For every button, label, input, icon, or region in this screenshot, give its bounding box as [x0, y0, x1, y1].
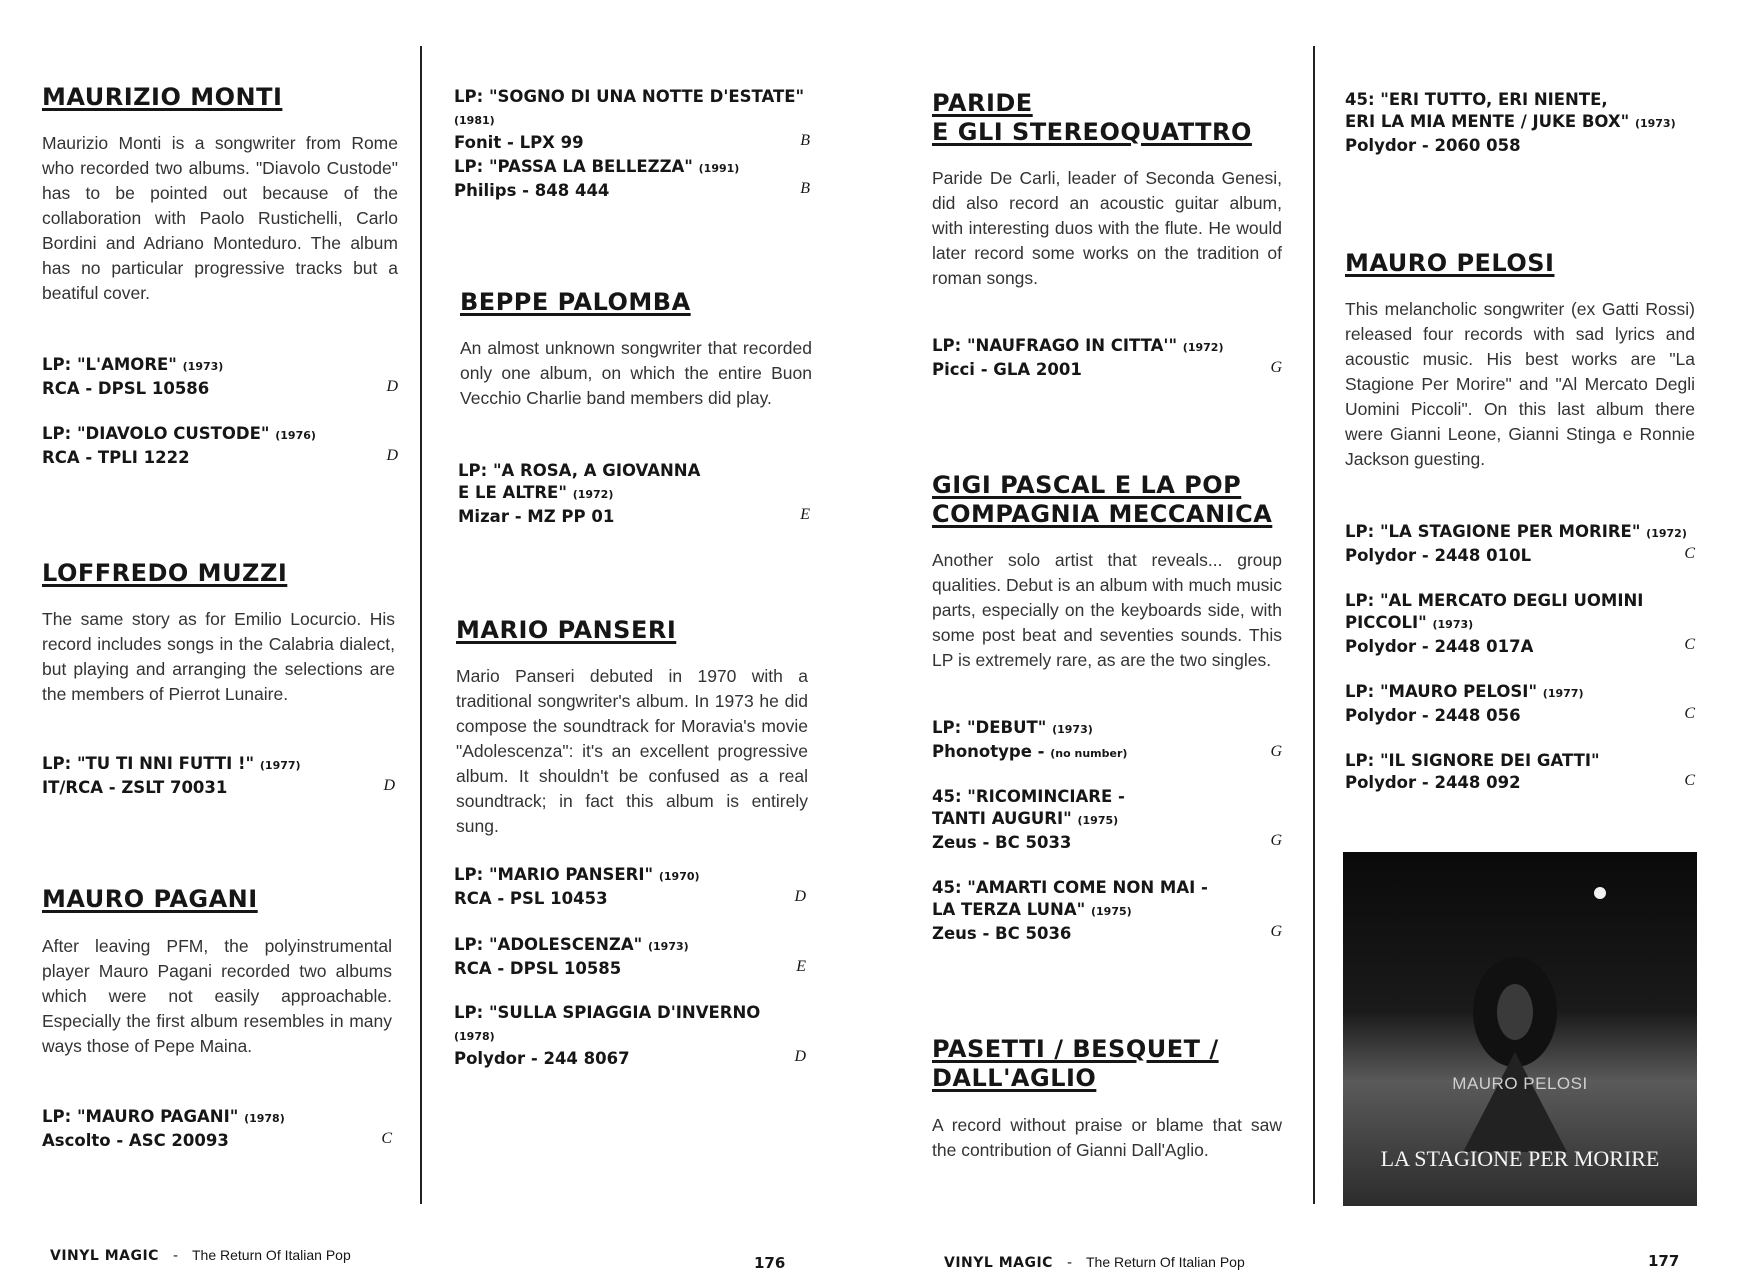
footer-subtitle: The Return Of Italian Pop — [192, 1247, 351, 1263]
artist-blurb: The same story as for Emilio Locurcio. His record includes songs in the Calabria dialect, but playing and arranging the selections are the members of Pierrot Lunaire. — [42, 609, 395, 704]
artist-blurb: An almost unknown songwriter that recorded only one album, on which the entire Buon Vecchio Charlie band members did play. — [460, 338, 812, 408]
record-note: (no number) — [1050, 747, 1128, 760]
artist-heading: BEPPE PALOMBA — [460, 288, 691, 316]
record-label: RCA - DPSL 10585 — [454, 959, 622, 978]
record-year: (1978) — [244, 1112, 285, 1125]
artist-blurb: This melancholic songwriter (ex Gatti Rossi) released four records with sad lyrics and acoustic music. His best works are "La Stagione Per Morire" and "Al Mercato Degli Uomini Piccoli". On this last album there were Gianni Leone, Gianni Stinga e Ronnie Jackson guesting. — [1345, 299, 1695, 469]
column-2 — [454, 0, 810, 1100]
column-3 — [932, 0, 1282, 1160]
record-entry — [932, 786, 1282, 854]
artist-heading: MAURO PELOSI — [1345, 249, 1555, 277]
record-label: Mizar - MZ PP 01 — [458, 507, 615, 526]
record-year: (1972) — [1182, 341, 1224, 354]
column-divider — [420, 46, 422, 1204]
record-title: LP: "AL MERCATO DEGLI UOMINI — [1345, 591, 1644, 610]
record-title: 45: "ERI TUTTO, ERI NIENTE, — [1345, 90, 1608, 109]
record-title: LP: "LA STAGIONE PER MORIRE" — [1345, 522, 1641, 541]
record-entry — [42, 354, 398, 400]
moon-icon — [1594, 887, 1606, 899]
record-label: RCA - PSL 10453 — [454, 889, 608, 908]
record-label: IT/RCA - ZSLT 70031 — [42, 778, 228, 797]
record-entry — [932, 877, 1282, 945]
record-year: (1973) — [647, 940, 689, 953]
artist-blurb: After leaving PFM, the polyinstrumental player Mauro Pagani recorded two albums which were not easily approachable. Especially the first album resembles in many ways those of Pepe Maina. — [42, 936, 392, 1056]
record-label: Polydor - 2060 058 — [1345, 136, 1521, 155]
record-entry — [1345, 750, 1695, 794]
record-grade: C — [1684, 636, 1695, 653]
cover-album-title: LA STAGIONE PER MORIRE — [1380, 1146, 1660, 1171]
record-label: Phonotype - — [932, 742, 1045, 761]
album-cover-image — [1343, 852, 1697, 1206]
record-label: Polydor - 2448 017A — [1345, 637, 1534, 656]
record-entry — [932, 335, 1282, 381]
artist-blurb: Mario Panseri debuted in 1970 with a traditional songwriter's album. In 1973 he did compose the soundtrack for Moravia's movie "Adolescenza": it's an excellent progressive album. It shouldn't be confused as a real soundtrack; in fact this album is entirely sung. — [456, 666, 808, 836]
record-year: (1977) — [259, 759, 301, 772]
record-title-cont: E LE ALTRE" — [458, 483, 567, 502]
footer-dash: - — [1066, 1255, 1072, 1271]
record-grade: C — [1684, 705, 1695, 722]
record-title-cont: ERI LA MIA MENTE / JUKE BOX" — [1345, 112, 1630, 131]
artist-heading: MAURIZIO MONTI — [42, 83, 283, 111]
record-grade: D — [794, 888, 806, 905]
page-number: 176 — [754, 1254, 786, 1272]
record-year: (1970) — [658, 870, 700, 883]
record-entry — [454, 156, 810, 202]
record-entry — [1345, 521, 1695, 567]
record-label: Fonit - LPX 99 — [454, 133, 584, 152]
artist-heading-cont: COMPAGNIA MECCANICA — [932, 500, 1273, 528]
record-entry — [1345, 590, 1695, 658]
record-year: (1975) — [1077, 814, 1119, 827]
artist-blurb: A record without praise or blame that saw the contribution of Gianni Dall'Aglio. — [932, 1115, 1282, 1160]
record-title: LP: "PASSA LA BELLEZZA" — [454, 157, 693, 176]
record-entry — [42, 423, 398, 469]
record-grade: G — [1270, 359, 1282, 376]
record-year: (1973) — [1052, 723, 1093, 736]
record-entry — [1345, 89, 1697, 157]
record-label: Polydor - 244 8067 — [454, 1049, 630, 1068]
artist-heading-cont: DALL'AGLIO — [932, 1064, 1097, 1092]
record-entry — [454, 864, 806, 910]
record-entry — [458, 460, 810, 528]
record-label: RCA - TPLI 1222 — [42, 448, 190, 467]
record-entry — [454, 934, 806, 980]
record-entry — [932, 717, 1282, 765]
record-entry — [454, 86, 810, 154]
footer-subtitle: The Return Of Italian Pop — [1086, 1254, 1245, 1270]
record-grade: D — [386, 378, 398, 395]
record-label: Polydor - 2448 092 — [1345, 773, 1521, 792]
record-title: LP: "A ROSA, A GIOVANNA — [458, 461, 701, 480]
record-year: (1977) — [1542, 687, 1584, 700]
record-grade: G — [1270, 743, 1282, 760]
record-year: (1976) — [275, 429, 316, 442]
page-number: 177 — [1648, 1252, 1680, 1270]
artist-heading: PASETTI / BESQUET / — [932, 1035, 1219, 1063]
record-title: LP: "L'AMORE" — [42, 355, 177, 374]
record-grade: C — [1684, 772, 1695, 789]
record-grade: G — [1270, 923, 1282, 940]
record-entry — [42, 753, 395, 799]
record-grade: D — [383, 777, 395, 794]
record-entry — [42, 1106, 392, 1152]
record-title: LP: "MAURO PAGANI" — [42, 1107, 239, 1126]
record-title: LP: "MAURO PELOSI" — [1345, 682, 1538, 701]
record-year: (1972) — [572, 488, 614, 501]
record-label: Zeus - BC 5036 — [932, 924, 1072, 943]
record-grade: G — [1270, 832, 1282, 849]
record-grade: D — [794, 1048, 806, 1065]
artist-blurb: Another solo artist that reveals... group qualities. Debut is an album with much music parts, especially on the keyboards side, with some post beat and seventies sounds. This LP is extremely rare, as are the two singles. — [932, 550, 1282, 670]
footer-brand: VINYL MAGIC — [50, 1248, 159, 1264]
record-title: LP: "SOGNO DI UNA NOTTE D'ESTATE" — [454, 87, 805, 106]
cover-artist: MAURO PELOSI — [1452, 1074, 1588, 1093]
record-year: (1991) — [698, 162, 740, 175]
record-label: RCA - DPSL 10586 — [42, 379, 210, 398]
record-title: LP: "TU TI NNI FUTTI !" — [42, 754, 255, 773]
footer-brand: VINYL MAGIC — [944, 1255, 1053, 1271]
record-grade: C — [381, 1130, 392, 1147]
record-title: LP: "NAUFRAGO IN CITTA'" — [932, 336, 1178, 355]
record-grade: D — [386, 447, 398, 464]
footer-left — [50, 1247, 351, 1264]
artist-blurb: Paride De Carli, leader of Seconda Genesi, did also record an acoustic guitar album, with interesting duos with the flute. He would later record some works on the tradition of roman songs. — [932, 168, 1282, 288]
record-title: 45: "AMARTI COME NON MAI - — [932, 878, 1208, 897]
record-label: Polydor - 2448 010L — [1345, 546, 1532, 565]
record-grade: E — [800, 506, 810, 523]
artist-heading: LOFFREDO MUZZI — [42, 559, 288, 587]
footer-right — [944, 1254, 1245, 1271]
record-title: LP: "SULLA SPIAGGIA D'INVERNO — [454, 1003, 761, 1022]
record-label: Ascolto - ASC 20093 — [42, 1131, 229, 1150]
record-label: Polydor - 2448 056 — [1345, 706, 1521, 725]
record-title: LP: "MARIO PANSERI" — [454, 865, 654, 884]
artist-heading-cont: E GLI STEREOQUATTRO — [932, 118, 1252, 146]
record-year: (1978) — [454, 1030, 495, 1043]
record-year: (1973) — [1432, 618, 1474, 631]
record-title: LP: "DEBUT" — [932, 718, 1047, 737]
record-grade: B — [800, 132, 810, 149]
record-label: Zeus - BC 5033 — [932, 833, 1072, 852]
artist-heading: MARIO PANSERI — [456, 616, 677, 644]
record-entry — [1345, 681, 1695, 727]
record-year: (1973) — [182, 360, 224, 373]
record-year: (1975) — [1091, 905, 1132, 918]
record-label: Picci - GLA 2001 — [932, 360, 1082, 379]
record-title-cont: TANTI AUGURI" — [932, 809, 1072, 828]
record-grade: E — [796, 958, 806, 975]
record-title: LP: "ADOLESCENZA" — [454, 935, 643, 954]
record-title: LP: "DIAVOLO CUSTODE" — [42, 424, 270, 443]
record-label: Philips - 848 444 — [454, 181, 610, 200]
record-title: 45: "RICOMINCIARE - — [932, 787, 1125, 806]
column-divider — [1313, 46, 1315, 1204]
footer-dash: - — [172, 1248, 178, 1264]
record-title: LP: "IL SIGNORE DEI GATTI" — [1345, 751, 1600, 770]
column-1 — [42, 0, 398, 1150]
record-title-cont: LA TERZA LUNA" — [932, 900, 1086, 919]
artist-heading: GIGI PASCAL E LA POP — [932, 471, 1242, 499]
record-grade: B — [800, 180, 810, 197]
record-year: (1973) — [1634, 117, 1676, 130]
artist-heading: MAURO PAGANI — [42, 885, 258, 913]
record-year: (1981) — [454, 114, 495, 127]
record-title-cont: PICCOLI" — [1345, 613, 1427, 632]
record-grade: C — [1684, 545, 1695, 562]
artist-heading: PARIDE — [932, 89, 1033, 117]
artist-blurb: Maurizio Monti is a songwriter from Rome who recorded two albums. "Diavolo Custode" has to be pointed out because of the collaboration with Paolo Rustichelli, Carlo Bordini and Adriano Monteduro. The album has no particular progressive tracks but a beatiful cover. — [42, 133, 398, 303]
record-entry — [454, 1002, 806, 1070]
record-year: (1972) — [1646, 527, 1687, 540]
